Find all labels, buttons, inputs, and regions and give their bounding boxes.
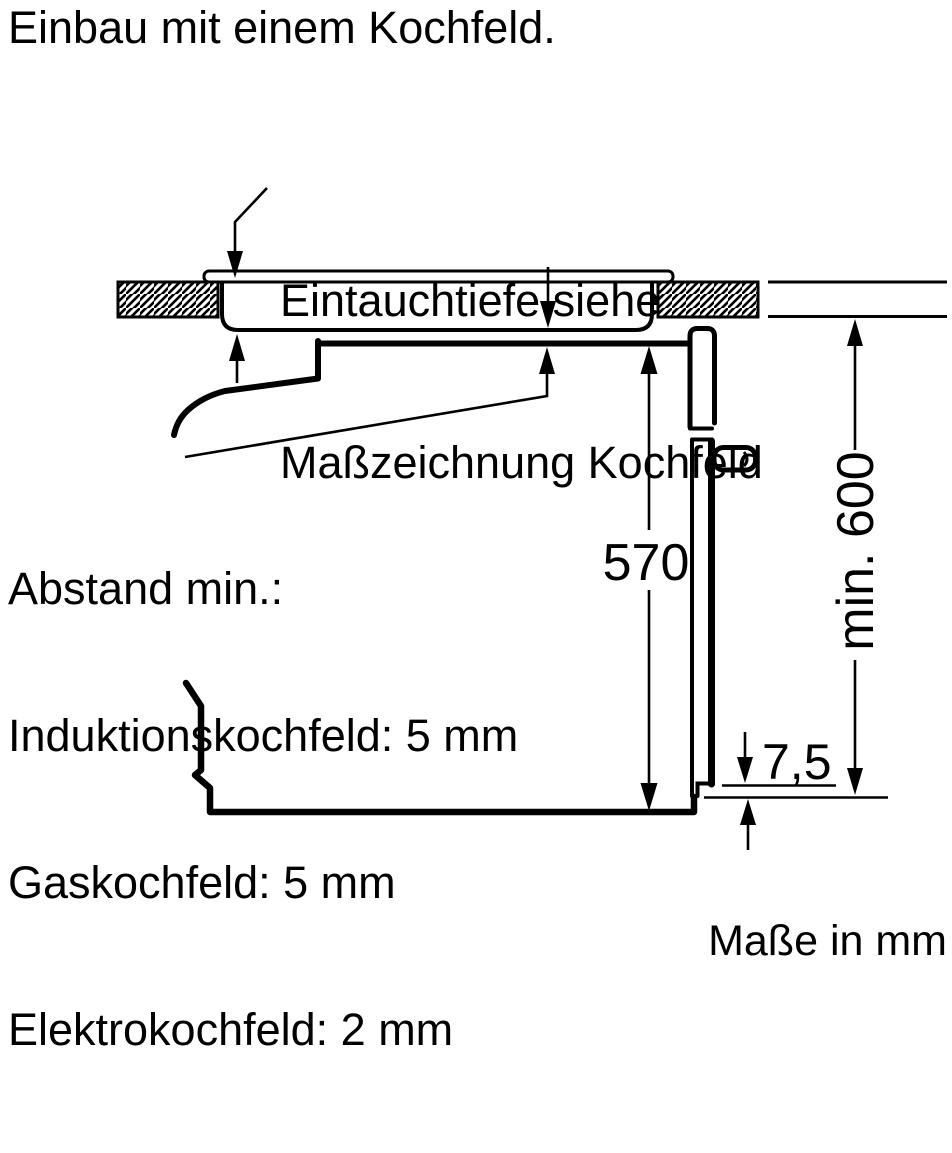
dimension-label-bottom-gap: 7,5 [762, 734, 832, 790]
immersion-depth-note-line2: Maßzeichnung Kochfeld [280, 437, 763, 488]
immersion-depth-note-line1: Eintauchtiefe siehe [280, 275, 661, 326]
clearance-note-induction: Induktionskochfeld: 5 mm [8, 710, 519, 761]
dimension-label-oven-height: 570 [602, 534, 690, 592]
countertop-section-left [118, 282, 218, 317]
clearance-note-gas: Gaskochfeld: 5 mm [8, 857, 396, 908]
page-title: Einbau mit einem Kochfeld. [8, 2, 556, 53]
countertop-lines-right [768, 282, 947, 317]
clearance-note [8, 466, 518, 1152]
clearance-note-electric: Elektrokochfeld: 2 mm [8, 1004, 454, 1055]
dimension-label-niche-height: min. 600 [827, 451, 885, 651]
units-note: Maße in mm [708, 917, 947, 965]
clearance-note-heading: Abstand min.: [8, 563, 284, 614]
